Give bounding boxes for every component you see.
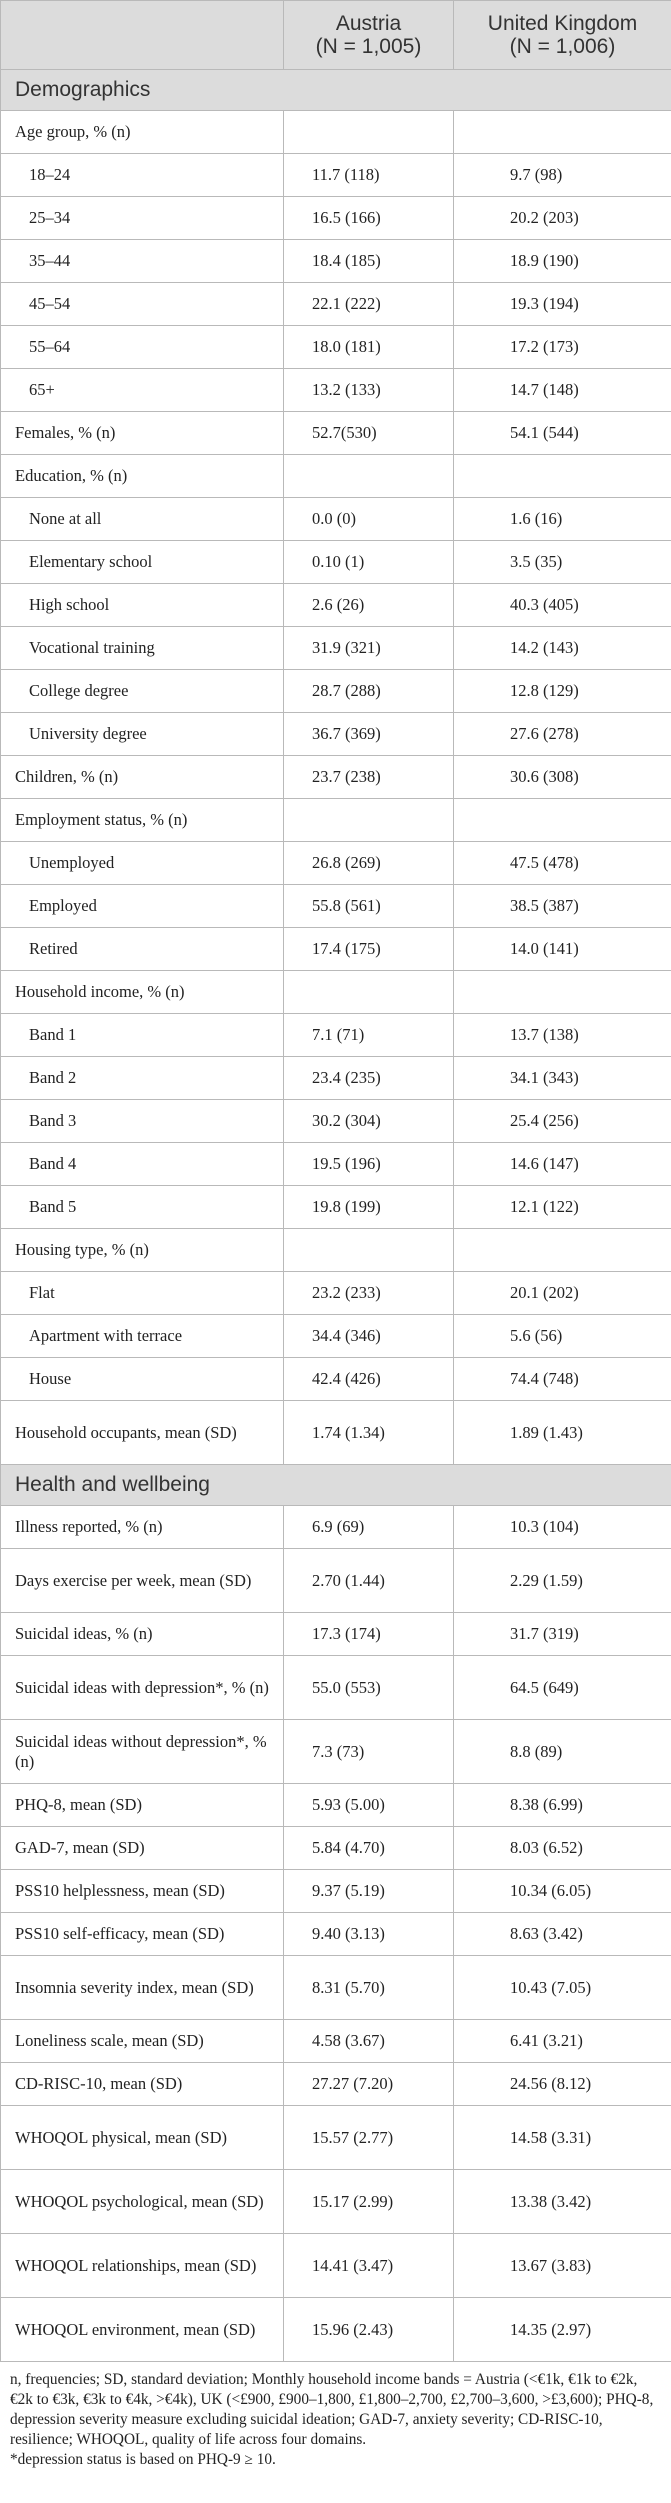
austria-value: 55.0 (553) — [284, 1656, 454, 1720]
row-label: None at all — [1, 498, 284, 541]
austria-value: 31.9 (321) — [284, 627, 454, 670]
table-row — [1, 1784, 671, 1827]
austria-value: 42.4 (426) — [284, 1358, 454, 1401]
row-label: Band 2 — [1, 1057, 284, 1100]
row-label: WHOQOL psychological, mean (SD) — [1, 2170, 284, 2234]
row-label: Unemployed — [1, 842, 284, 885]
row-label: PHQ-8, mean (SD) — [1, 1784, 284, 1827]
row-label: 18–24 — [1, 154, 284, 197]
uk-value: 27.6 (278) — [454, 713, 671, 756]
uk-value: 8.8 (89) — [454, 1720, 671, 1784]
uk-value — [454, 799, 671, 842]
austria-value — [284, 971, 454, 1014]
austria-value: 55.8 (561) — [284, 885, 454, 928]
austria-value: 16.5 (166) — [284, 197, 454, 240]
uk-value: 13.67 (3.83) — [454, 2234, 671, 2298]
uk-value: 10.3 (104) — [454, 1506, 671, 1549]
austria-value: 22.1 (222) — [284, 283, 454, 326]
austria-value: 1.74 (1.34) — [284, 1401, 454, 1465]
row-label: Females, % (n) — [1, 412, 284, 455]
uk-value: 38.5 (387) — [454, 885, 671, 928]
footnote-depression: *depression status is based on PHQ-9 ≥ 10. — [10, 2451, 276, 2468]
row-label: 35–44 — [1, 240, 284, 283]
table-subrow — [1, 1143, 671, 1186]
table-row — [1, 799, 671, 842]
uk-value: 5.6 (56) — [454, 1315, 671, 1358]
uk-value: 14.58 (3.31) — [454, 2106, 671, 2170]
row-label: 65+ — [1, 369, 284, 412]
row-label: Illness reported, % (n) — [1, 1506, 284, 1549]
section-title: Demographics — [1, 70, 671, 111]
row-label: Suicidal ideas without depression*, % (n) — [1, 1720, 284, 1784]
austria-value: 5.93 (5.00) — [284, 1784, 454, 1827]
austria-value: 17.3 (174) — [284, 1613, 454, 1656]
row-label: Vocational training — [1, 627, 284, 670]
austria-value: 23.4 (235) — [284, 1057, 454, 1100]
table-row — [1, 2298, 671, 2362]
austria-value: 0.10 (1) — [284, 541, 454, 584]
table-body — [1, 70, 671, 2362]
uk-value: 54.1 (544) — [454, 412, 671, 455]
table-row — [1, 756, 671, 799]
row-label: Band 1 — [1, 1014, 284, 1057]
uk-value: 14.7 (148) — [454, 369, 671, 412]
header-austria-n: (N = 1,005) — [315, 35, 422, 58]
table-row — [1, 1720, 671, 1784]
austria-value: 2.70 (1.44) — [284, 1549, 454, 1613]
uk-value: 24.56 (8.12) — [454, 2063, 671, 2106]
row-label: WHOQOL physical, mean (SD) — [1, 2106, 284, 2170]
uk-value — [454, 1229, 671, 1272]
row-label: Suicidal ideas, % (n) — [1, 1613, 284, 1656]
austria-value: 17.4 (175) — [284, 928, 454, 971]
uk-value: 31.7 (319) — [454, 1613, 671, 1656]
table-row — [1, 455, 671, 498]
table-subrow — [1, 154, 671, 197]
table-row — [1, 1656, 671, 1720]
austria-value: 30.2 (304) — [284, 1100, 454, 1143]
section-header-row — [1, 70, 671, 111]
row-label: Band 3 — [1, 1100, 284, 1143]
table-subrow — [1, 1315, 671, 1358]
row-label: Apartment with terrace — [1, 1315, 284, 1358]
uk-value: 13.7 (138) — [454, 1014, 671, 1057]
table-row — [1, 2234, 671, 2298]
row-label: Household occupants, mean (SD) — [1, 1401, 284, 1465]
row-label: Education, % (n) — [1, 455, 284, 498]
austria-value: 23.7 (238) — [284, 756, 454, 799]
table-subrow — [1, 584, 671, 627]
uk-value: 2.29 (1.59) — [454, 1549, 671, 1613]
header-austria — [284, 1, 454, 70]
austria-value: 6.9 (69) — [284, 1506, 454, 1549]
uk-value: 10.43 (7.05) — [454, 1956, 671, 2020]
uk-value: 64.5 (649) — [454, 1656, 671, 1720]
table-subrow — [1, 326, 671, 369]
row-label: PSS10 self-efficacy, mean (SD) — [1, 1913, 284, 1956]
uk-value: 74.4 (748) — [454, 1358, 671, 1401]
row-label: Loneliness scale, mean (SD) — [1, 2020, 284, 2063]
uk-value: 30.6 (308) — [454, 756, 671, 799]
austria-value — [284, 111, 454, 154]
row-label: Retired — [1, 928, 284, 971]
table-subrow — [1, 1057, 671, 1100]
austria-value: 7.1 (71) — [284, 1014, 454, 1057]
row-label: Suicidal ideas with depression*, % (n) — [1, 1656, 284, 1720]
uk-value: 12.8 (129) — [454, 670, 671, 713]
row-label: Band 5 — [1, 1186, 284, 1229]
uk-value: 20.1 (202) — [454, 1272, 671, 1315]
table-subrow — [1, 842, 671, 885]
austria-value: 15.96 (2.43) — [284, 2298, 454, 2362]
row-label: Housing type, % (n) — [1, 1229, 284, 1272]
uk-value: 8.63 (3.42) — [454, 1913, 671, 1956]
uk-value: 8.38 (6.99) — [454, 1784, 671, 1827]
table-row — [1, 1956, 671, 2020]
table-subrow — [1, 283, 671, 326]
austria-value: 23.2 (233) — [284, 1272, 454, 1315]
uk-value: 10.34 (6.05) — [454, 1870, 671, 1913]
table-row — [1, 971, 671, 1014]
table-subrow — [1, 1358, 671, 1401]
uk-value: 1.89 (1.43) — [454, 1401, 671, 1465]
table-subrow — [1, 240, 671, 283]
table-subrow — [1, 1100, 671, 1143]
row-label: CD-RISC-10, mean (SD) — [1, 2063, 284, 2106]
table-row — [1, 1401, 671, 1465]
uk-value: 47.5 (478) — [454, 842, 671, 885]
row-label: WHOQOL environment, mean (SD) — [1, 2298, 284, 2362]
row-label: Age group, % (n) — [1, 111, 284, 154]
austria-value — [284, 799, 454, 842]
uk-value: 20.2 (203) — [454, 197, 671, 240]
table-subrow — [1, 1014, 671, 1057]
austria-value: 0.0 (0) — [284, 498, 454, 541]
uk-value: 34.1 (343) — [454, 1057, 671, 1100]
uk-value: 14.6 (147) — [454, 1143, 671, 1186]
austria-value: 5.84 (4.70) — [284, 1827, 454, 1870]
austria-value: 26.8 (269) — [284, 842, 454, 885]
header-austria-label: Austria — [335, 12, 402, 35]
austria-value: 27.27 (7.20) — [284, 2063, 454, 2106]
austria-value: 34.4 (346) — [284, 1315, 454, 1358]
table-header-row — [1, 1, 671, 70]
austria-value: 28.7 (288) — [284, 670, 454, 713]
austria-value: 4.58 (3.67) — [284, 2020, 454, 2063]
austria-value: 13.2 (133) — [284, 369, 454, 412]
austria-value — [284, 1229, 454, 1272]
row-label: Band 4 — [1, 1143, 284, 1186]
section-header-row — [1, 1465, 671, 1506]
table-row — [1, 1870, 671, 1913]
header-uk-label: United Kingdom — [487, 12, 638, 35]
table-subrow — [1, 541, 671, 584]
row-label: Flat — [1, 1272, 284, 1315]
uk-value: 8.03 (6.52) — [454, 1827, 671, 1870]
row-label: University degree — [1, 713, 284, 756]
table-footnote — [0, 2362, 671, 2470]
row-label: Children, % (n) — [1, 756, 284, 799]
row-label: House — [1, 1358, 284, 1401]
section-title: Health and wellbeing — [1, 1465, 671, 1506]
uk-value: 13.38 (3.42) — [454, 2170, 671, 2234]
row-label: 45–54 — [1, 283, 284, 326]
table-subrow — [1, 197, 671, 240]
austria-value: 14.41 (3.47) — [284, 2234, 454, 2298]
table-subrow — [1, 713, 671, 756]
table-row — [1, 1229, 671, 1272]
austria-value: 18.4 (185) — [284, 240, 454, 283]
table-row — [1, 2170, 671, 2234]
uk-value — [454, 111, 671, 154]
table-subrow — [1, 885, 671, 928]
uk-value: 6.41 (3.21) — [454, 2020, 671, 2063]
uk-value: 9.7 (98) — [454, 154, 671, 197]
table-subrow — [1, 1186, 671, 1229]
header-uk-n: (N = 1,006) — [509, 35, 616, 58]
uk-value — [454, 455, 671, 498]
austria-value: 52.7(530) — [284, 412, 454, 455]
table-row — [1, 412, 671, 455]
table-subrow — [1, 928, 671, 971]
austria-value: 15.17 (2.99) — [284, 2170, 454, 2234]
uk-value: 17.2 (173) — [454, 326, 671, 369]
austria-value — [284, 455, 454, 498]
table-subrow — [1, 670, 671, 713]
table-row — [1, 1827, 671, 1870]
uk-value: 25.4 (256) — [454, 1100, 671, 1143]
austria-value: 19.8 (199) — [284, 1186, 454, 1229]
austria-value: 9.37 (5.19) — [284, 1870, 454, 1913]
austria-value: 9.40 (3.13) — [284, 1913, 454, 1956]
table-row — [1, 1549, 671, 1613]
header-blank-cell — [1, 1, 284, 70]
footnote-abbreviations: n, frequencies; SD, standard deviation; Monthly household income bands = Austria (<€1k, €1k to €2k, €2k to €3k, €3k to €4k, >€4k), UK (<£900, £900–1,800, £1,800–2,700, £2,700–3,600, >£3,600); PHQ-8, depression severity measure excluding suicidal ideation; GAD-7, anxiety severity; CD-RISC-10, resilience; WHOQOL, quality of life across four domains. — [10, 2371, 654, 2448]
row-label: Elementary school — [1, 541, 284, 584]
austria-value: 19.5 (196) — [284, 1143, 454, 1186]
table-row — [1, 2063, 671, 2106]
austria-value: 18.0 (181) — [284, 326, 454, 369]
row-label: WHOQOL relationships, mean (SD) — [1, 2234, 284, 2298]
table-subrow — [1, 369, 671, 412]
row-label: GAD-7, mean (SD) — [1, 1827, 284, 1870]
table-row — [1, 1506, 671, 1549]
table-row — [1, 1613, 671, 1656]
uk-value: 12.1 (122) — [454, 1186, 671, 1229]
uk-value — [454, 971, 671, 1014]
table-row — [1, 2106, 671, 2170]
table-row — [1, 111, 671, 154]
uk-value: 14.0 (141) — [454, 928, 671, 971]
row-label: 25–34 — [1, 197, 284, 240]
austria-value: 2.6 (26) — [284, 584, 454, 627]
uk-value: 14.35 (2.97) — [454, 2298, 671, 2362]
table-row — [1, 2020, 671, 2063]
austria-value: 36.7 (369) — [284, 713, 454, 756]
uk-value: 19.3 (194) — [454, 283, 671, 326]
uk-value: 40.3 (405) — [454, 584, 671, 627]
row-label: 55–64 — [1, 326, 284, 369]
uk-value: 1.6 (16) — [454, 498, 671, 541]
row-label: Employed — [1, 885, 284, 928]
austria-value: 7.3 (73) — [284, 1720, 454, 1784]
row-label: PSS10 helplessness, mean (SD) — [1, 1870, 284, 1913]
row-label: College degree — [1, 670, 284, 713]
row-label: Employment status, % (n) — [1, 799, 284, 842]
uk-value: 14.2 (143) — [454, 627, 671, 670]
row-label: Insomnia severity index, mean (SD) — [1, 1956, 284, 2020]
austria-value: 11.7 (118) — [284, 154, 454, 197]
table-row — [1, 1913, 671, 1956]
row-label: Days exercise per week, mean (SD) — [1, 1549, 284, 1613]
table-subrow — [1, 627, 671, 670]
uk-value: 18.9 (190) — [454, 240, 671, 283]
austria-value: 8.31 (5.70) — [284, 1956, 454, 2020]
table-subrow — [1, 498, 671, 541]
austria-value: 15.57 (2.77) — [284, 2106, 454, 2170]
row-label: High school — [1, 584, 284, 627]
uk-value: 3.5 (35) — [454, 541, 671, 584]
table-subrow — [1, 1272, 671, 1315]
row-label: Household income, % (n) — [1, 971, 284, 1014]
header-uk — [454, 1, 671, 70]
